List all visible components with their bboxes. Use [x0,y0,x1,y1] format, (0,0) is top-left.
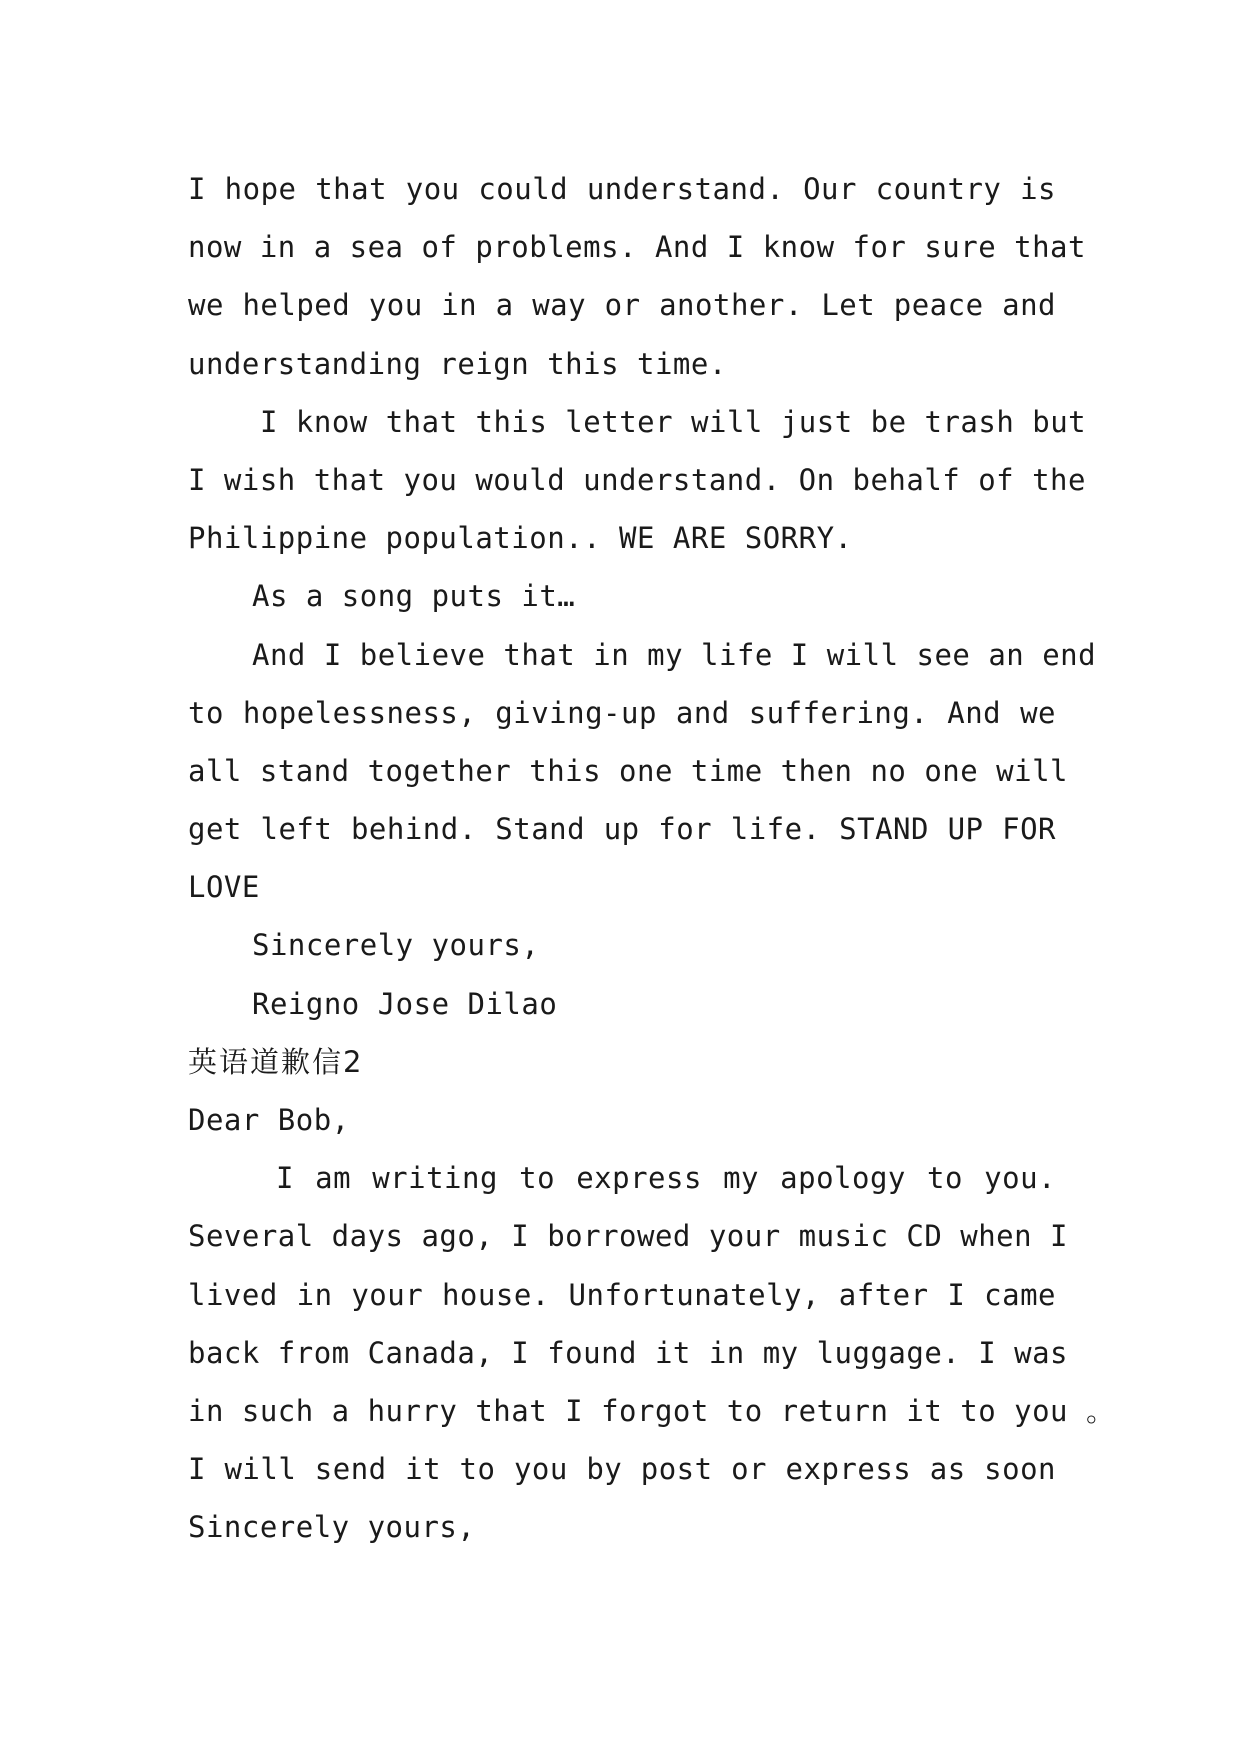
letter-2-heading: 英语道歉信2 [188,1044,364,1079]
letter-1-line: As a song puts it… [252,579,576,614]
letter-1-line: now in a sea of problems. And I know for sure that [188,230,1086,265]
letter-1-signature: Reigno Jose Dilao [252,986,558,1021]
letter-2-closing: Sincerely yours, [188,1510,476,1545]
letter-1-line: LOVE [188,870,260,905]
document-body [188,160,1116,1557]
letter-2-salutation: Dear Bob, [188,1103,350,1137]
letter-2 [188,1033,1116,1557]
letter-1-line: all stand together this one time then no one will [188,753,1069,788]
letter-1-line: I hope that you could understand. Our country is [188,172,1056,206]
letter-1-line: understanding reign this time. [188,346,727,381]
letter-2-line: in such a hurry that I forgot to return it to you 。 [188,1393,1116,1428]
letter-1-closing: Sincerely yours, [252,928,540,963]
letter-1 [188,160,1097,1033]
letter-1-line: And I believe that in my life I will see an end [252,637,1097,672]
letter-2-line: Several days ago, I borrowed your music CD when I [188,1219,1069,1254]
letter-2-line: I will send it to you by post or express as soon [188,1452,1056,1487]
letter-1-line: I know that this letter will just be trash but [260,404,1087,439]
letter-2-line: lived in your house. Unfortunately, after I came [188,1277,1056,1312]
letter-1-line: we helped you in a way or another. Let peace and [188,288,1056,323]
letter-2-line: I am writing to express my apology to you. [276,1161,1056,1196]
letter-2-line: back from Canada, I found it in my luggage. I was [188,1335,1069,1370]
letter-1-line: get left behind. Stand up for life. STAND UP FOR [188,812,1056,847]
letter-1-line: to hopelessness, giving-up and suffering. And we [188,695,1056,730]
letter-1-line: Philippine population.. WE ARE SORRY. [188,521,853,556]
letter-1-line: I wish that you would understand. On behalf of the [188,462,1086,497]
